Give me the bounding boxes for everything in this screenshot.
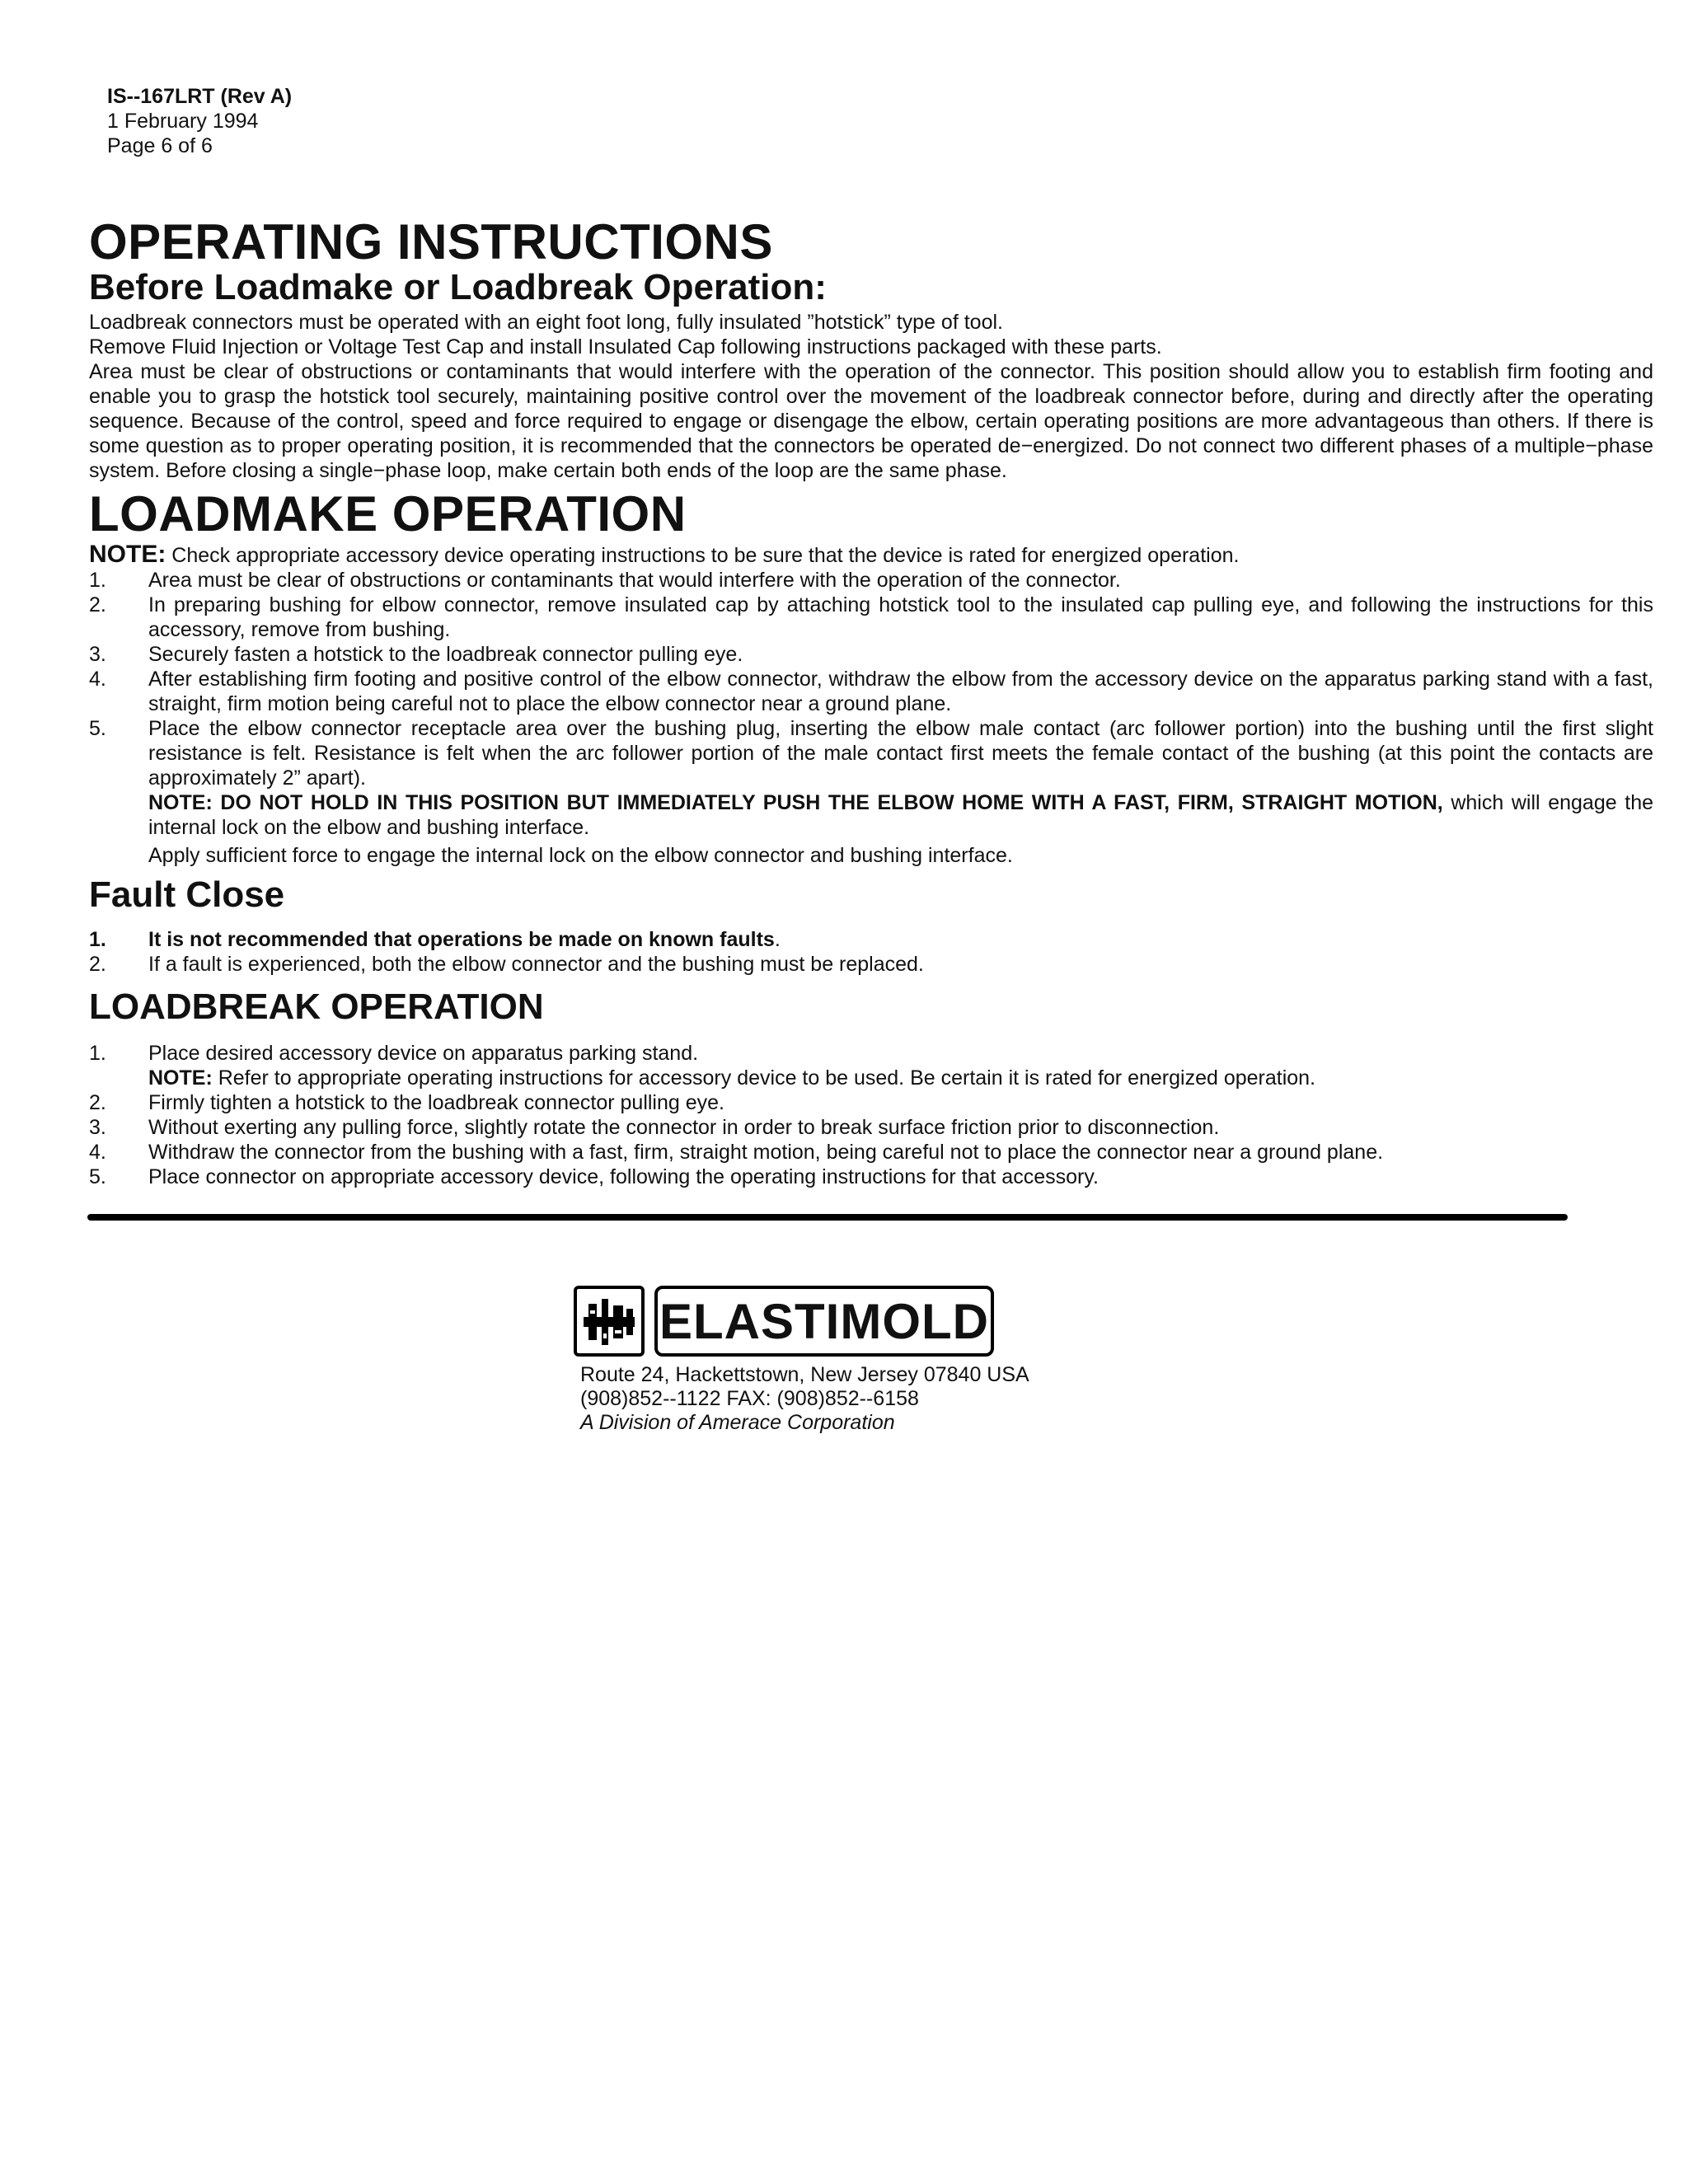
list-item: 3. Without exerting any pulling force, slightly rotate the connector in order to break surface friction prior to disconnection.	[89, 1116, 1220, 1139]
loadmake-steps	[89, 568, 1653, 868]
list-item: 1. It is not recommended that operations be made on known faults.	[89, 928, 781, 951]
list-item: 4. After establishing firm footing and positive control of the elbow connector, withdraw the elbow from the accessory device on the apparatus parking stand with a fast, straight, firm motion being careful not to place the elbow connector near a ground plane.	[89, 668, 1653, 715]
loadbreak-title: LOADBREAK OPERATION	[89, 987, 544, 1027]
loadbreak-steps	[89, 1041, 1653, 1189]
division-line: A Division of Amerace Corporation	[580, 1411, 895, 1434]
list-item: 4. Withdraw the connector from the bushing with a fast, firm, straight motion, being careful not to place the connector near a ground plane.	[89, 1141, 1384, 1164]
list-item: 5. Place connector on appropriate accessory device, following the operating instructions for that accessory.	[89, 1165, 1099, 1188]
note-text: Check appropriate accessory device operating instructions to be sure that the device is rated for energized operation.	[171, 544, 1240, 567]
section-divider	[87, 1214, 1568, 1221]
connector-logo-icon	[574, 1286, 645, 1357]
list-item: 3. Securely fasten a hotstick to the loadbreak connector pulling eye.	[89, 643, 743, 666]
loadmake-title: LOADMAKE OPERATION	[89, 486, 687, 541]
fault-close-heading: Fault Close	[89, 874, 285, 915]
company-address	[580, 1363, 1029, 1435]
company-footer	[574, 1286, 1029, 1435]
document-id: IS--167LRT (Rev A)	[107, 85, 293, 108]
phone-fax: (908)852--1122 FAX: (908)852--6158	[580, 1387, 919, 1410]
operating-instructions-title: OPERATING INSTRUCTIONS	[89, 214, 773, 269]
paragraph-insulated-cap: Remove Fluid Injection or Voltage Test Cap and install Insulated Cap following instructions packaged with these parts.	[89, 335, 1162, 359]
document-header	[107, 84, 292, 158]
paragraph-hotstick: Loadbreak connectors must be operated with an eight foot long, fully insulated ”hotstick” type of tool.	[89, 311, 1003, 334]
list-item: 5. Place the elbow connector receptacle area over the bushing plug, inserting the elbow male contact (arc follower portion) into the bushing until the first slight resistance is felt. Resistance is felt when the arc follower portion of the male contact first meets the female contact of the bushing (at this point the contacts are approximately 2” apart). NOTE: DO NOT HOLD IN THIS POSITION BUT IMMEDIATELY PUSH THE ELBOW HOME WITH A FAST, FIRM, STRAIGHT MOTION, which will engage the internal lock on the elbow and bushing interface. Apply sufficient force to engage the internal lock on the elbow connector and bushing interface.	[89, 717, 1654, 867]
list-item: 2. If a fault is experienced, both the elbow connector and the bushing must be replaced.	[89, 953, 924, 976]
document-body	[89, 216, 1653, 1189]
list-item: 1. Area must be clear of obstructions or contaminants that would interfere with the operation of the connector.	[89, 569, 1121, 592]
page-number: Page 6 of 6	[107, 134, 213, 157]
company-logo	[574, 1286, 1029, 1357]
paragraph-clear-area: Area must be clear of obstructions or contaminants that would interfere with the operation of the connector. This position should allow you to establish firm footing and enable you to grasp the hotstick tool securely, maintaining positive control over the movement of the loadbreak connector before, during and directly after the operating sequence. Because of the control, speed and force required to engage or disengage the elbow, certain operating positions are more advantageous than others. If there is some question as to proper operating position, it is recommended that the connectors be operated de−energized. Do not connect two different phases of a multiple−phase system. Before closing a single−phase loop, make certain both ends of the loop are the same phase.	[89, 360, 1653, 482]
loadmake-note	[89, 542, 1653, 568]
list-item: 1. Place desired accessory device on apparatus parking stand. NOTE: Refer to appropriate operating instructions for accessory device to be used. Be certain it is rated for energized operation.	[89, 1042, 1316, 1090]
list-item: 2. Firmly tighten a hotstick to the loadbreak connector pulling eye.	[89, 1091, 724, 1114]
note-label: NOTE:	[89, 541, 166, 568]
elastimold-wordmark: ELASTIMOLD	[654, 1286, 994, 1357]
fault-close-steps	[89, 927, 1653, 977]
street-address: Route 24, Hackettstown, New Jersey 07840 USA	[580, 1363, 1029, 1386]
before-operation-heading: Before Loadmake or Loadbreak Operation:	[89, 267, 827, 307]
document-date: 1 February 1994	[107, 110, 259, 133]
list-item: 2. In preparing bushing for elbow connector, remove insulated cap by attaching hotstick tool to the insulated cap pulling eye, and following the instructions for this accessory, remove from bushing.	[89, 593, 1653, 641]
apply-force-line: Apply sufficient force to engage the internal lock on the elbow connector and bushing interface.	[148, 844, 1013, 867]
note-label: NOTE:	[148, 1066, 213, 1090]
push-home-warning: NOTE: DO NOT HOLD IN THIS POSITION BUT IMMEDIATELY PUSH THE ELBOW HOME WITH A FAST, FIRM, STRAIGHT MOTION,	[148, 791, 1443, 814]
